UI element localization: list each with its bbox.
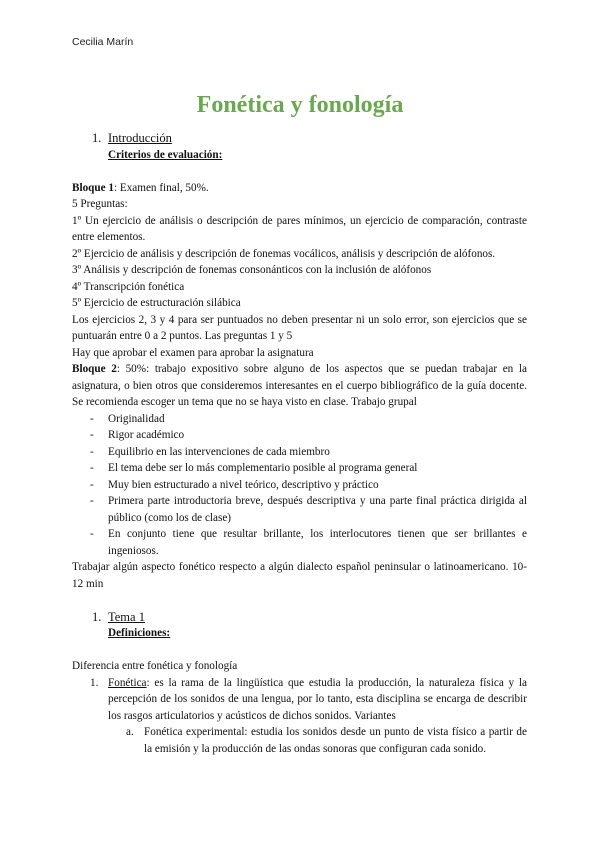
sub-item-text: Fonética experimental: estudia los sonidos desde un punto de vista físico a partir de la emisión y la producción de las ondas sonoras que configuran cada sonido. xyxy=(144,726,527,755)
list-item: - Muy bien estructurado a nivel teórico, descriptivo y práctico xyxy=(72,477,527,494)
section-title: Introducción xyxy=(108,131,172,145)
section-number: 1. xyxy=(92,609,102,624)
sub-item-letter: a. xyxy=(126,726,134,738)
criteria-list xyxy=(72,411,527,560)
bloque1-paragraph: Bloque 1: Examen final, 50%. xyxy=(72,181,209,194)
definitions-heading: Definiciones: xyxy=(108,627,171,639)
bloque2-paragraph: Bloque 2: 50%: trabajo expositivo sobre alguno de los aspectos que se puedan trabajar en la asignatura, o bien otros que consideremos interesantes en el cuerpo bibliográfico de la guía docente. Se recomienda escoger un tema que no se haya visto en clase. Trabajo grupal xyxy=(72,363,527,408)
text-line: 2º Ejercicio de análisis y descripción de fonemas vocálicos, análisis y descripción de alófonos. xyxy=(72,247,496,260)
text-line: 5 Preguntas: xyxy=(72,198,128,210)
item-number: 1. xyxy=(90,676,99,689)
text-line: Hay que aprobar el examen para aprobar la asignatura xyxy=(72,346,314,359)
text-line: 1º Un ejercicio de análisis o descripción de pares mínimos, un ejercicio de comparación, contraste entre elementos. xyxy=(72,214,527,243)
list-item: - Primera parte introductoria breve, después descriptiva y una parte final práctica dirigida al público (como los de clase) xyxy=(72,493,527,526)
bloque1-label: Bloque 1 xyxy=(72,181,114,194)
list-item: - Equilibrio en las intervenciones de cada miembro xyxy=(72,444,527,461)
sub-item-experimental xyxy=(72,724,527,757)
section-heading-introduccion xyxy=(72,130,527,147)
section-heading-tema1 xyxy=(72,609,527,626)
bloque2-label: Bloque 2 xyxy=(72,363,117,375)
item-term: Fonética xyxy=(108,676,147,689)
document-body xyxy=(72,130,527,757)
text-line: Diferencia entre fonética y fonología xyxy=(72,660,238,672)
text-line: Los ejercicios 2, 3 y 4 para ser puntuados no deben presentar ni un solo error, son ejercicios que se puntuarán entre 0 a 2 puntos. Las preguntas 1 y 5 xyxy=(72,313,527,342)
criteria-heading: Criterios de evaluación: xyxy=(108,148,223,161)
list-item: - Originalidad xyxy=(72,411,527,428)
text-line: 4º Transcripción fonética xyxy=(72,280,185,293)
page-header-author: Cecilia Marín xyxy=(72,36,134,48)
document-title: Fonética y fonología xyxy=(196,92,404,118)
list-item: - En conjunto tiene que resultar brillante, los interlocutores tienen que ser brillantes e ingeniosos. xyxy=(72,526,527,559)
text-line: 5º Ejercicio de estructuración silábica xyxy=(72,297,241,309)
section-number: 1. xyxy=(92,131,102,145)
list-item: - El tema debe ser lo más complementario posible al programa general xyxy=(72,460,527,477)
closing-paragraph: Trabajar algún aspecto fonético respecto a algún dialecto español peninsular o latinoamericano. 10-12 min xyxy=(72,561,527,590)
list-item: - Rigor académico xyxy=(72,427,527,444)
section-title: Tema 1 xyxy=(108,609,145,624)
text-line: 3º Análisis y descripción de fonemas consonánticos con la inclusión de alófonos xyxy=(72,264,432,276)
numbered-item-fonetica: 1. Fonética: es la rama de la lingüística que estudia la producción, la naturaleza física y la percepción de los sonidos de una lengua, por lo tanto, esta disciplina se encarga de describir los rasgos articulatorios y acústicos de dichos sonidos. Variantes xyxy=(90,676,527,722)
